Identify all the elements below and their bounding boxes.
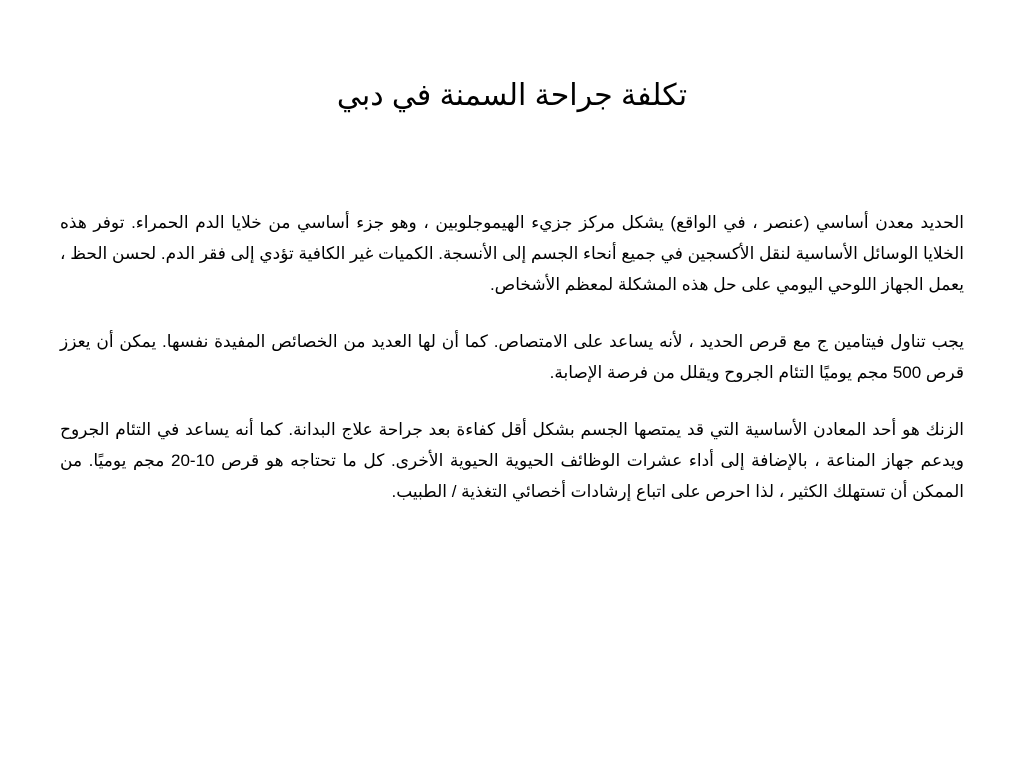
paragraph-zinc: الزنك هو أحد المعادن الأساسية التي قد يمتصها الجسم بشكل أقل كفاءة بعد جراحة علاج البدانة. كما أنه يساعد في التئام الجروح ويدعم جهاز المناعة ، بالإضافة إلى أداء عشرات الوظائف الحيوية الحيوية الأخرى. كل ما تحتاجه هو قرص 10-20 مجم يوميًا. من الممكن أن تستهلك الكثير ، لذا احرص على اتباع إرشادات أخصائي التغذية / الطبيب. xyxy=(60,420,965,501)
paragraph-vitamin-c: يجب تناول فيتامين ج مع قرص الحديد ، لأنه يساعد على الامتصاص. كما أن لها العديد من الخصائص المفيدة نفسها. يمكن أن يعزز قرص 500 مجم يوميًا التئام الجروح ويقلل من فرصة الإصابة. xyxy=(60,332,964,382)
slide-body xyxy=(60,207,964,533)
slide-title: تكلفة جراحة السمنة في دبي xyxy=(336,79,688,112)
paragraph-iron: الحديد معدن أساسي (عنصر ، في الواقع) يشكل مركز جزيء الهيموجلوبين ، وهو جزء أساسي من خلايا الدم الحمراء. توفر هذه الخلايا الوسائل الأساسية لنقل الأكسجين في جميع أنحاء الجسم إلى الأنسجة. الكميات غير الكافية تؤدي إلى فقر الدم. لحسن الحظ ، يعمل الجهاز اللوحي اليومي على حل هذه المشكلة لمعظم الأشخاص. xyxy=(60,213,964,294)
